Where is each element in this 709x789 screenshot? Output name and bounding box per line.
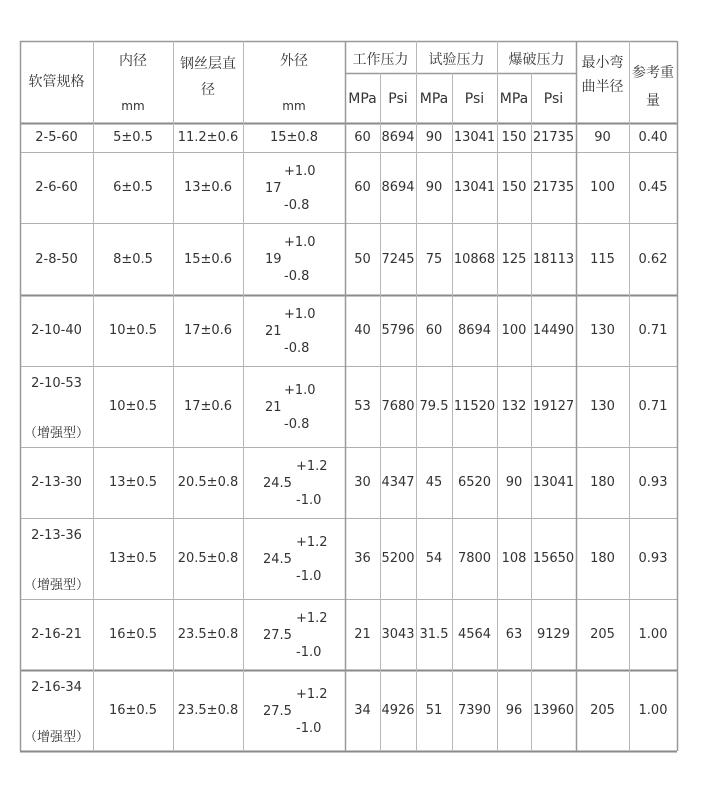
working-psi-cell: 5796 — [381, 323, 415, 339]
outer-tolerance-minus: -1.0 — [296, 720, 322, 736]
header-wire-layer — [173, 41, 243, 123]
working-mpa-cell: 60 — [354, 130, 371, 146]
test-mpa-cell: 51 — [425, 703, 443, 719]
outer-base-value: 24.5 — [263, 475, 292, 491]
inner-diameter-cell: 10±0.5 — [108, 323, 158, 339]
burst-psi-cell: 21735 — [532, 180, 575, 196]
test-mpa-cell: 90 — [425, 130, 443, 146]
test-mpa-cell: 79.5 — [419, 399, 449, 415]
spec-note: （增强型） — [23, 730, 89, 746]
header-burst-pressure: 爆破压力 — [508, 51, 565, 68]
outer-tolerance-minus: -1.0 — [296, 644, 322, 660]
header-inner-unit: mm — [121, 98, 145, 113]
bend-radius-cell: 130 — [590, 323, 615, 339]
header-min-bend-radius — [576, 41, 629, 123]
working-mpa-cell: 40 — [354, 323, 371, 339]
test-mpa-cell: 75 — [425, 251, 443, 267]
spec-note: （增强型） — [23, 578, 89, 594]
outer-diameter-cell — [243, 671, 345, 752]
spec-cell: 2-10-40 — [31, 323, 82, 339]
burst-mpa-cell: 132 — [501, 399, 527, 415]
outer-tolerance-minus: -0.8 — [284, 269, 310, 284]
burst-psi-cell: 9129 — [536, 627, 571, 643]
inner-diameter-cell: 6±0.5 — [113, 180, 153, 196]
outer-tolerance-plus: +1.0 — [284, 306, 316, 322]
header-outer-diameter — [243, 41, 345, 123]
working-psi-cell: 8694 — [381, 130, 415, 146]
spec-cell: 2-13-30 — [31, 475, 82, 491]
header-reference-weight — [629, 41, 677, 123]
outer-base-value: 21 — [265, 399, 282, 415]
burst-mpa-cell: 150 — [501, 180, 527, 196]
test-psi-cell: 11520 — [453, 399, 496, 415]
outer-diameter-cell: 15±0.8 — [269, 130, 319, 146]
working-psi-cell: 4926 — [381, 703, 415, 719]
weight-cell: 0.71 — [638, 323, 668, 339]
spec-cell — [20, 519, 93, 600]
outer-diameter-cell — [243, 296, 345, 367]
outer-diameter-cell — [243, 600, 345, 671]
outer-tolerance-plus: +1.0 — [284, 163, 316, 179]
header-test-psi: Psi — [464, 91, 485, 108]
burst-psi-cell: 18113 — [532, 251, 575, 267]
burst-mpa-cell: 96 — [505, 703, 523, 719]
inner-diameter-cell: 13±0.5 — [108, 475, 158, 491]
outer-base-value: 24.5 — [263, 551, 292, 567]
burst-psi-cell: 13960 — [532, 703, 575, 719]
working-mpa-cell: 30 — [354, 475, 371, 491]
outer-tolerance-plus: +1.2 — [296, 686, 328, 702]
weight-cell: 1.00 — [638, 703, 668, 719]
test-psi-cell: 8694 — [457, 323, 492, 339]
working-psi-cell: 7245 — [381, 251, 415, 267]
test-psi-cell: 10868 — [453, 251, 496, 267]
burst-psi-cell: 21735 — [532, 130, 575, 146]
wire-layer-cell: 23.5±0.8 — [177, 627, 239, 643]
outer-diameter-cell — [243, 153, 345, 224]
weight-cell: 0.40 — [638, 130, 668, 146]
header-inner-diameter — [93, 41, 173, 123]
working-psi-cell: 5200 — [381, 551, 415, 567]
outer-tolerance-plus: +1.0 — [284, 382, 316, 398]
header-working-mpa: MPa — [348, 91, 377, 108]
test-psi-cell: 7800 — [457, 551, 492, 567]
working-mpa-cell: 50 — [354, 251, 371, 267]
outer-diameter-cell — [243, 519, 345, 600]
working-mpa-cell: 60 — [354, 180, 371, 196]
outer-tolerance-plus: +1.2 — [296, 610, 328, 626]
wire-layer-cell: 17±0.6 — [183, 399, 233, 415]
working-psi-cell: 3043 — [381, 627, 415, 643]
outer-tolerance-minus: -1.0 — [296, 568, 322, 584]
burst-mpa-cell: 150 — [501, 130, 527, 146]
header-outer-label: 外径 — [280, 53, 308, 69]
weight-cell: 0.71 — [638, 399, 668, 415]
spec-cell — [20, 367, 93, 448]
bend-radius-cell: 180 — [590, 475, 615, 491]
weight-cell: 0.62 — [638, 251, 668, 267]
outer-diameter-cell — [243, 224, 345, 296]
header-working-psi: Psi — [388, 91, 408, 108]
outer-base-value: 27.5 — [263, 627, 292, 643]
test-psi-cell: 6520 — [457, 475, 492, 491]
header-wire-label: 钢丝层直径 — [180, 56, 236, 98]
working-mpa-cell: 53 — [354, 399, 371, 415]
wire-layer-cell: 15±0.6 — [183, 251, 233, 267]
header-weight-label: 参考重量 — [632, 65, 674, 109]
working-psi-cell: 8694 — [381, 180, 415, 196]
outer-tolerance-plus: +1.2 — [296, 534, 328, 550]
inner-diameter-cell: 10±0.5 — [108, 399, 158, 415]
spec-code: 2-13-36 — [31, 528, 82, 543]
bend-radius-cell: 100 — [590, 180, 615, 196]
header-test-mpa: MPa — [419, 91, 449, 108]
burst-psi-cell: 19127 — [532, 399, 575, 415]
test-psi-cell: 13041 — [453, 180, 496, 196]
test-mpa-cell: 31.5 — [419, 627, 449, 643]
inner-diameter-cell: 16±0.5 — [108, 627, 158, 643]
wire-layer-cell: 23.5±0.8 — [177, 703, 239, 719]
burst-psi-cell: 13041 — [532, 475, 575, 491]
inner-diameter-cell: 5±0.5 — [113, 130, 153, 146]
spec-cell: 2-5-60 — [35, 130, 78, 146]
spec-code: 2-10-53 — [31, 376, 82, 391]
bend-radius-cell: 90 — [594, 130, 611, 146]
bend-radius-cell: 205 — [590, 703, 615, 719]
working-psi-cell: 4347 — [381, 475, 415, 491]
working-mpa-cell: 36 — [354, 551, 371, 567]
bend-radius-cell: 205 — [590, 627, 615, 643]
outer-base-value: 17 — [265, 180, 282, 196]
header-bend-label: 最小弯曲半径 — [581, 55, 624, 95]
weight-cell: 0.93 — [638, 551, 668, 567]
spec-cell: 2-16-21 — [31, 627, 82, 643]
weight-cell: 0.93 — [638, 475, 668, 491]
inner-diameter-cell: 13±0.5 — [108, 551, 158, 567]
header-outer-unit: mm — [282, 98, 306, 113]
spec-cell: 2-8-50 — [35, 251, 78, 267]
outer-base-value: 27.5 — [263, 703, 292, 719]
outer-diameter-cell — [243, 367, 345, 448]
burst-mpa-cell: 90 — [505, 475, 523, 491]
spec-code: 2-16-34 — [31, 680, 82, 695]
outer-base-value: 21 — [265, 323, 282, 339]
outer-tolerance-plus: +1.2 — [296, 458, 328, 474]
burst-mpa-cell: 125 — [501, 251, 527, 267]
wire-layer-cell: 17±0.6 — [183, 323, 233, 339]
outer-tolerance-minus: -0.8 — [284, 340, 310, 356]
test-psi-cell: 7390 — [457, 703, 492, 719]
spec-cell: 2-6-60 — [35, 180, 78, 196]
test-mpa-cell: 54 — [425, 551, 443, 567]
burst-mpa-cell: 108 — [501, 551, 527, 567]
outer-tolerance-minus: -1.0 — [296, 492, 322, 508]
working-psi-cell: 7680 — [381, 399, 415, 415]
spec-note: （增强型） — [23, 426, 89, 442]
wire-layer-cell: 20.5±0.8 — [177, 551, 239, 567]
header-burst-mpa: MPa — [499, 91, 529, 108]
header-spec: 软管规格 — [28, 73, 85, 90]
header-inner-label: 内径 — [119, 53, 147, 69]
working-mpa-cell: 21 — [354, 627, 371, 643]
bend-radius-cell: 130 — [590, 399, 615, 415]
spec-cell — [20, 671, 93, 752]
bend-radius-cell: 180 — [590, 551, 615, 567]
weight-cell: 1.00 — [638, 627, 668, 643]
test-mpa-cell: 60 — [425, 323, 443, 339]
wire-layer-cell: 20.5±0.8 — [177, 475, 239, 491]
outer-tolerance-minus: -0.8 — [284, 197, 310, 213]
wire-layer-cell: 11.2±0.6 — [177, 130, 239, 146]
wire-layer-cell: 13±0.6 — [183, 180, 233, 196]
inner-diameter-cell: 16±0.5 — [108, 703, 158, 719]
test-psi-cell: 4564 — [457, 627, 492, 643]
burst-mpa-cell: 100 — [501, 323, 527, 339]
outer-diameter-cell — [243, 448, 345, 519]
burst-mpa-cell: 63 — [505, 627, 523, 643]
header-burst-psi: Psi — [543, 91, 564, 108]
test-mpa-cell: 45 — [425, 475, 443, 491]
burst-psi-cell: 14490 — [532, 323, 575, 339]
burst-psi-cell: 15650 — [532, 551, 575, 567]
test-psi-cell: 13041 — [453, 130, 496, 146]
header-test-pressure: 试验压力 — [428, 51, 485, 68]
weight-cell: 0.45 — [638, 180, 668, 196]
inner-diameter-cell: 8±0.5 — [113, 251, 153, 267]
bend-radius-cell: 115 — [590, 251, 615, 267]
outer-base-value: 19 — [265, 252, 282, 267]
working-mpa-cell: 34 — [354, 703, 371, 719]
test-mpa-cell: 90 — [425, 180, 443, 196]
outer-tolerance-minus: -0.8 — [284, 416, 310, 432]
outer-tolerance-plus: +1.0 — [284, 235, 316, 250]
header-working-pressure: 工作压力 — [352, 51, 409, 68]
